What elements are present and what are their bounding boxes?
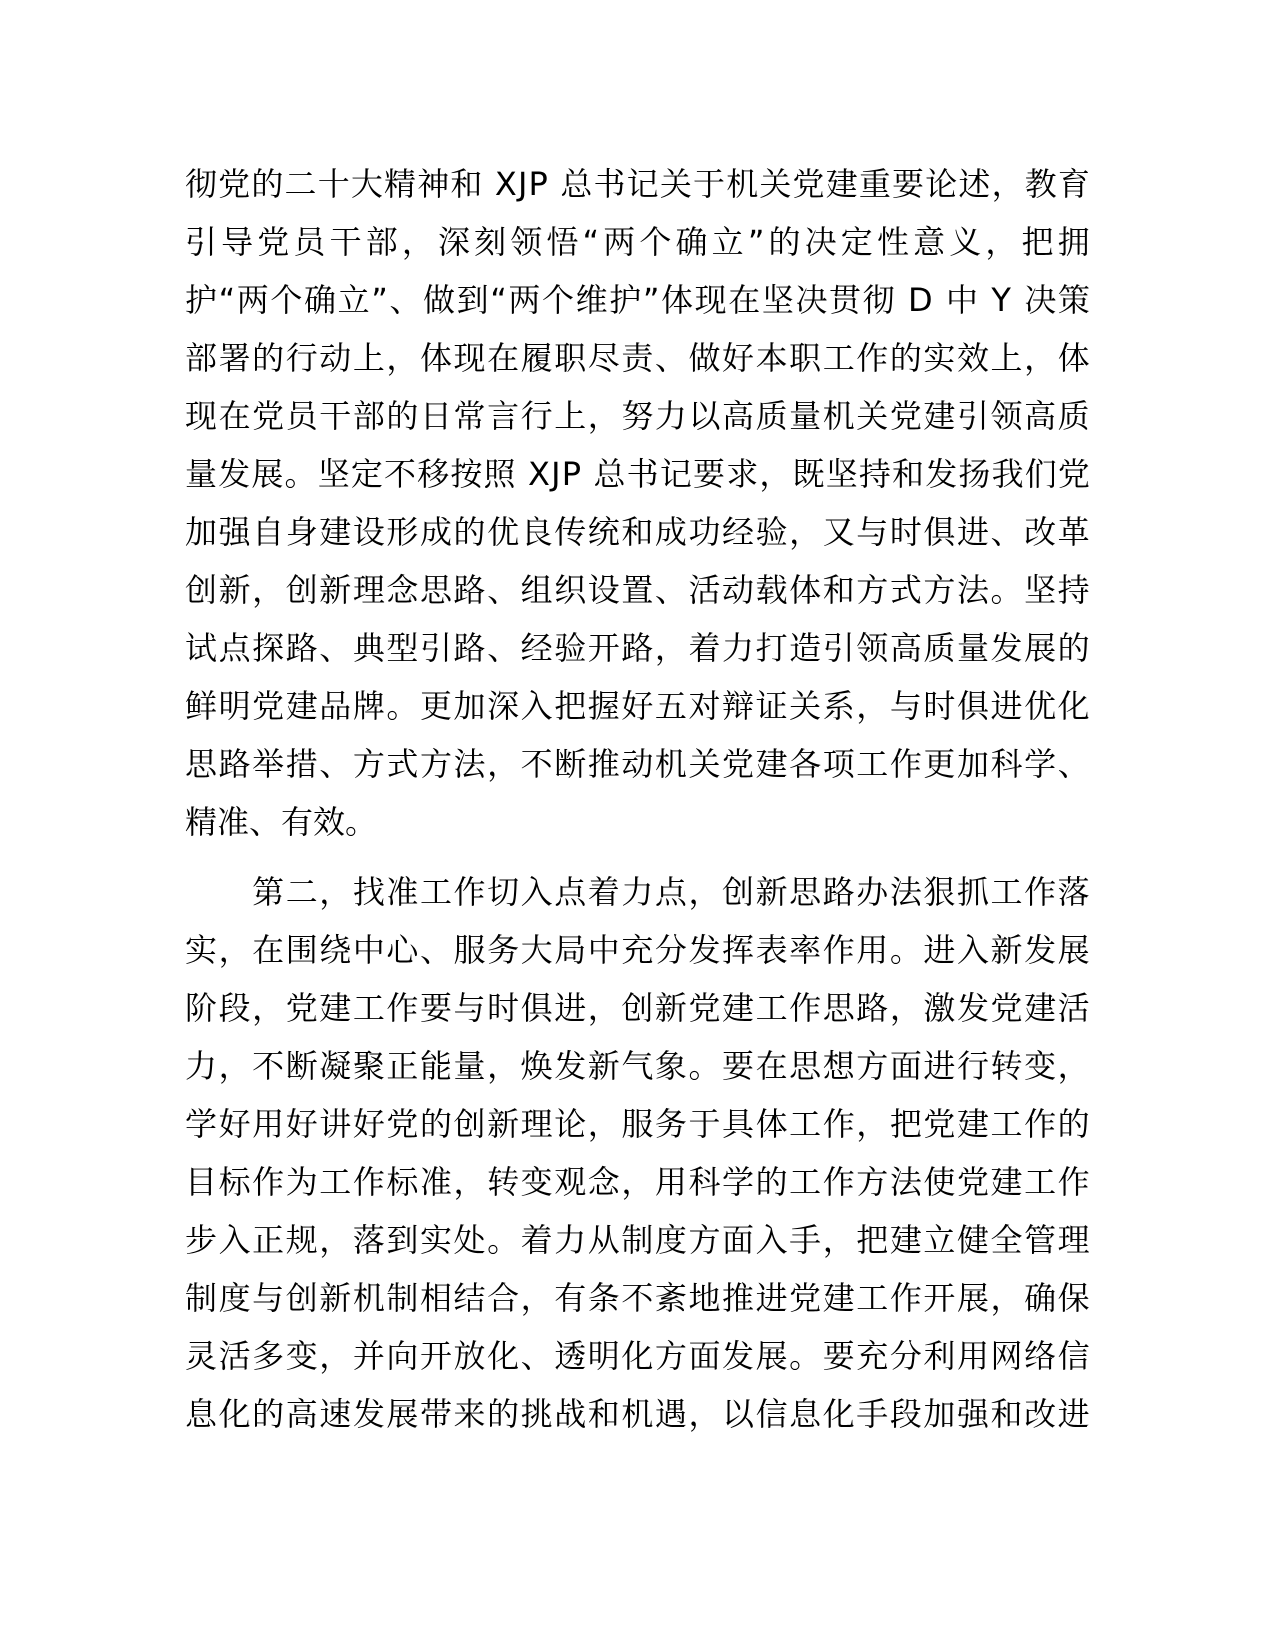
text-line: 学 好 用 好 讲 好 党 的 创 新 理 论 ， 服 务 于 具 体 工 作 ， 把 党 建 工 作 的	[185, 1105, 1090, 1143]
text-line: 制 度 与 创 新 机 制 相 结 合 ， 有 条 不 紊 地 推 进 党 建 工 作 开 展 ， 确 保	[185, 1279, 1090, 1317]
text-line: 鲜 明 党 建 品 牌 。 更 加 深 入 把 握 好 五 对 辩 证 关 系 ， 与 时 俱 进 优 化	[185, 687, 1090, 725]
text-line: 息 化 的 高 速 发 展 带 来 的 挑 战 和 机 遇 ， 以 信 息 化 手 段 加 强 和 改 进	[185, 1395, 1090, 1433]
text-line: 护 “ 两 个 确 立 ” 、 做 到 “ 两 个 维 护 ” 体 现 在 坚 决 贯 彻 D 中 Y 决 策	[185, 281, 1090, 319]
paragraph-2	[185, 863, 1090, 1443]
text-line: 目 标 作 为 工 作 标 准 ， 转 变 观 念 ， 用 科 学 的 工 作 方 法 使 党 建 工 作	[185, 1163, 1090, 1201]
text-line: 引 导 党 员 干 部 ， 深 刻 领 悟 “ 两 个 确 立 ” 的 决 定 性 意 义 ， 把 拥	[185, 223, 1090, 261]
text-line: 加 强 自 身 建 设 形 成 的 优 良 传 统 和 成 功 经 验 ， 又 与 时 俱 进 、 改 革	[185, 513, 1090, 551]
text-line: 现 在 党 员 干 部 的 日 常 言 行 上 ， 努 力 以 高 质 量 机 关 党 建 引 领 高 质	[185, 397, 1090, 435]
paragraph-spacer	[185, 851, 1090, 863]
text-line: 阶 段 ， 党 建 工 作 要 与 时 俱 进 ， 创 新 党 建 工 作 思 路 ， 激 发 党 建 活	[185, 989, 1090, 1027]
paragraph-1	[185, 155, 1090, 851]
text-line: 量 发 展 。 坚 定 不 移 按 照 X J P 总 书 记 要 求 ， 既 坚 持 和 发 扬 我 们 党	[185, 455, 1090, 493]
text-line: 步 入 正 规 ， 落 到 实 处 。 着 力 从 制 度 方 面 入 手 ， 把 建 立 健 全 管 理	[185, 1221, 1090, 1259]
text-line: 试 点 探 路 、 典 型 引 路 、 经 验 开 路 ， 着 力 打 造 引 领 高 质 量 发 展 的	[185, 629, 1090, 667]
text-line: 力 ， 不 断 凝 聚 正 能 量 ， 焕 发 新 气 象 。 要 在 思 想 方 面 进 行 转 变 ，	[185, 1047, 1090, 1085]
text-line: 部 署 的 行 动 上 ， 体 现 在 履 职 尽 责 、 做 好 本 职 工 作 的 实 效 上 ， 体	[185, 339, 1090, 377]
text-line: 创 新 ， 创 新 理 念 思 路 、 组 织 设 置 、 活 动 载 体 和 方 式 方 法 。 坚 持	[185, 571, 1090, 609]
text-line: 实 ， 在 围 绕 中 心 、 服 务 大 局 中 充 分 发 挥 表 率 作 用 。 进 入 新 发 展	[185, 931, 1090, 969]
body-text	[185, 155, 1090, 1443]
text-line: 灵 活 多 变 ， 并 向 开 放 化 、 透 明 化 方 面 发 展 。 要 充 分 利 用 网 络 信	[185, 1337, 1090, 1375]
text-line: 精准、有效。	[185, 803, 378, 841]
text-line: 彻 党 的 二 十 大 精 神 和 X J P 总 书 记 关 于 机 关 党 建 重 要 论 述 ， 教 育	[185, 165, 1090, 203]
text-line: 思 路 举 措 、 方 式 方 法 ， 不 断 推 动 机 关 党 建 各 项 工 作 更 加 科 学 、	[185, 745, 1090, 783]
text-line: 第 二 ， 找 准 工 作 切 入 点 着 力 点 ， 创 新 思 路 办 法 狠 抓 工 作 落	[252, 873, 1090, 911]
